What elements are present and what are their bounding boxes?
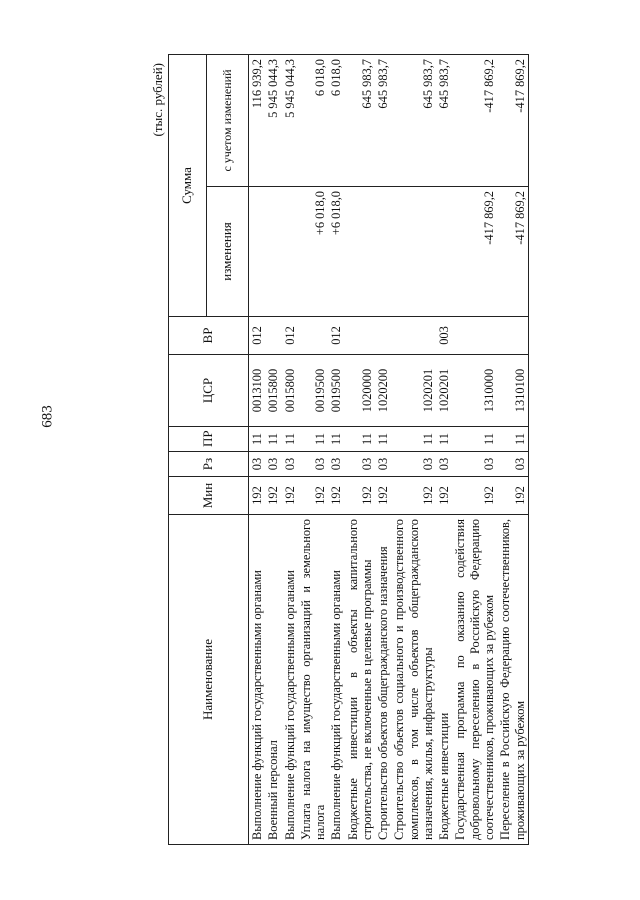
- cell-vr: [497, 317, 528, 355]
- cell-rz: 03: [282, 452, 298, 477]
- cell-csr: 1020000: [345, 355, 376, 427]
- cell-vr: [345, 317, 376, 355]
- cell-change: [265, 187, 281, 317]
- cell-pr: 11: [452, 427, 497, 452]
- table-row: [345, 55, 376, 845]
- header-vr: ВР: [169, 317, 249, 355]
- cell-name: Выполнение функций государственными органами: [328, 515, 344, 845]
- cell-vr: 003: [436, 317, 452, 355]
- header-min: Мин: [169, 477, 249, 515]
- table-body: [249, 55, 529, 845]
- cell-min: 192: [298, 477, 329, 515]
- cell-rz: 03: [328, 452, 344, 477]
- cell-change: [375, 187, 391, 317]
- cell-rz: 03: [265, 452, 281, 477]
- cell-vr: 012: [249, 317, 266, 355]
- cell-rz: 03: [249, 452, 266, 477]
- cell-csr: 0015800: [282, 355, 298, 427]
- cell-pr: 11: [391, 427, 436, 452]
- table-row: [375, 55, 391, 845]
- table-header: [169, 55, 249, 845]
- table-row: [265, 55, 281, 845]
- cell-change: +6 018,0: [298, 187, 329, 317]
- cell-vr: 012: [282, 317, 298, 355]
- cell-name: Выполнение функций государственными органами: [249, 515, 266, 845]
- cell-pr: 11: [328, 427, 344, 452]
- cell-name: Переселение в Российскую Федерацию соотечественников, проживающих за рубежом: [497, 515, 528, 845]
- cell-csr: 1020201: [391, 355, 436, 427]
- cell-vr: [452, 317, 497, 355]
- cell-pr: 11: [298, 427, 329, 452]
- cell-total: 5 945 044,3: [282, 55, 298, 187]
- cell-total: 5 945 044,3: [265, 55, 281, 187]
- cell-name: Уплата налога на имущество организаций и земельного налога: [298, 515, 329, 845]
- cell-vr: [265, 317, 281, 355]
- cell-rz: 03: [375, 452, 391, 477]
- cell-change: -417 869,2: [497, 187, 528, 317]
- cell-name: Строительство объектов социального и производственного комплексов, в том числе объектов общегражданского назначения, жилья, инфраструктуры: [391, 515, 436, 845]
- cell-total: 6 018,0: [298, 55, 329, 187]
- table-row: [452, 55, 497, 845]
- cell-vr: [391, 317, 436, 355]
- page-number: 683: [39, 405, 56, 428]
- header-csr: ЦСР: [169, 355, 249, 427]
- cell-rz: 03: [391, 452, 436, 477]
- cell-min: 192: [452, 477, 497, 515]
- cell-vr: [375, 317, 391, 355]
- header-name: Наименование: [169, 515, 249, 845]
- cell-pr: 11: [375, 427, 391, 452]
- cell-min: 192: [265, 477, 281, 515]
- cell-pr: 11: [345, 427, 376, 452]
- cell-rz: 03: [345, 452, 376, 477]
- cell-csr: 1020201: [436, 355, 452, 427]
- cell-name: Выполнение функций государственными органами: [282, 515, 298, 845]
- cell-total: -417 869,2: [497, 55, 528, 187]
- cell-total: 645 983,7: [391, 55, 436, 187]
- rotated-table-area: [148, 55, 590, 845]
- budget-table: [168, 54, 529, 845]
- cell-min: 192: [345, 477, 376, 515]
- cell-pr: 11: [282, 427, 298, 452]
- cell-csr: 0013100: [249, 355, 266, 427]
- header-change: изменения: [207, 187, 249, 317]
- cell-rz: 03: [436, 452, 452, 477]
- header-with-change: с учетом изменений: [207, 55, 249, 187]
- cell-total: 6 018,0: [328, 55, 344, 187]
- cell-csr: 1310000: [452, 355, 497, 427]
- cell-pr: 11: [436, 427, 452, 452]
- cell-min: 192: [391, 477, 436, 515]
- table-row: [249, 55, 266, 845]
- cell-name: Государственная программа по оказанию содействия добровольному переселению в Российскую Федерацию соотечественников, проживающих за рубежом: [452, 515, 497, 845]
- cell-csr: 0015800: [265, 355, 281, 427]
- cell-pr: 11: [497, 427, 528, 452]
- cell-vr: [298, 317, 329, 355]
- cell-min: 192: [375, 477, 391, 515]
- cell-min: 192: [436, 477, 452, 515]
- cell-min: 192: [282, 477, 298, 515]
- cell-pr: 11: [249, 427, 266, 452]
- cell-name: Бюджетные инвестиции: [436, 515, 452, 845]
- cell-name: Строительство объектов общегражданского назначения: [375, 515, 391, 845]
- cell-min: 192: [249, 477, 266, 515]
- cell-csr: 1310100: [497, 355, 528, 427]
- table-row: [298, 55, 329, 845]
- table-row: [328, 55, 344, 845]
- cell-vr: 012: [328, 317, 344, 355]
- cell-rz: 03: [298, 452, 329, 477]
- table-row: [436, 55, 452, 845]
- units-note: (тыс. рублей): [150, 63, 165, 137]
- cell-rz: 03: [497, 452, 528, 477]
- cell-csr: 0019500: [298, 355, 329, 427]
- cell-change: [391, 187, 436, 317]
- header-rz: Рз: [169, 452, 249, 477]
- cell-change: -417 869,2: [452, 187, 497, 317]
- cell-pr: 11: [265, 427, 281, 452]
- table-row: [497, 55, 528, 845]
- cell-name: Военный персонал: [265, 515, 281, 845]
- cell-total: 645 983,7: [375, 55, 391, 187]
- header-sum: Сумма: [169, 55, 207, 317]
- cell-total: 645 983,7: [345, 55, 376, 187]
- cell-total: -417 869,2: [452, 55, 497, 187]
- header-pr: ПР: [169, 427, 249, 452]
- cell-csr: 1020200: [375, 355, 391, 427]
- cell-min: 192: [497, 477, 528, 515]
- cell-change: [282, 187, 298, 317]
- table-row: [282, 55, 298, 845]
- cell-min: 192: [328, 477, 344, 515]
- cell-csr: 0019500: [328, 355, 344, 427]
- cell-rz: 03: [452, 452, 497, 477]
- cell-change: [345, 187, 376, 317]
- cell-total: 116 939,2: [249, 55, 266, 187]
- cell-change: [249, 187, 266, 317]
- cell-change: [436, 187, 452, 317]
- cell-name: Бюджетные инвестиции в объекты капитального строительства, не включенные в целевые программы: [345, 515, 376, 845]
- cell-total: 645 983,7: [436, 55, 452, 187]
- cell-change: +6 018,0: [328, 187, 344, 317]
- table-row: [391, 55, 436, 845]
